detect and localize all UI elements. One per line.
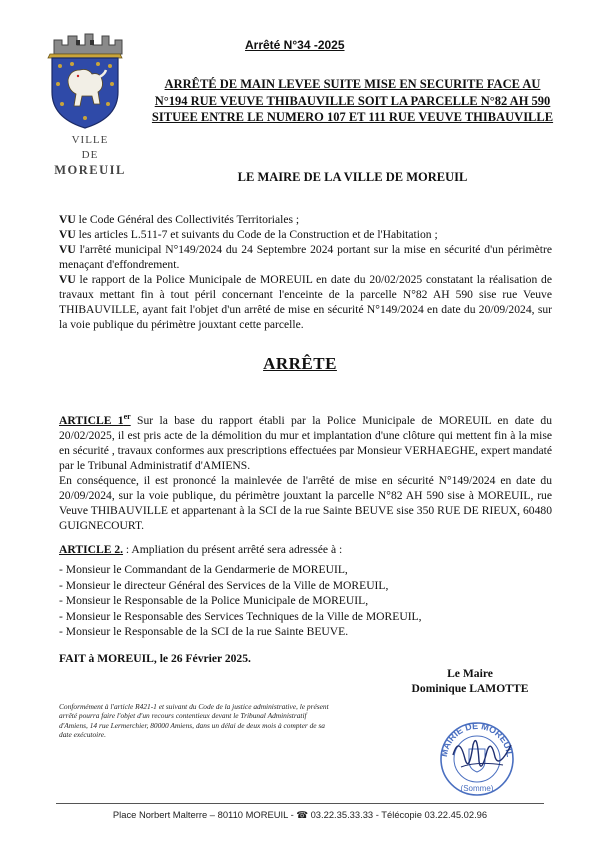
- fait-date-line: FAIT à MOREUIL, le 26 Février 2025.: [59, 652, 251, 665]
- signature-role: Le Maire: [447, 667, 493, 680]
- logo-city-name: MOREUIL: [54, 163, 126, 177]
- article-1-para-2: En conséquence, il est prononcé la mainlevée de l'arrêté de mise en sécurité N°149/2024 en date du 20/09/2024, sur la voie publique, du périmètre jouxtant la parcelle N°82 AH 590 sise à MOREUIL, rue Veuve THIBAUVILLE et appartenant à la SCI de la rue Sainte BEUVE sise 350 RUE DE RIEUX, 60480 GUIGNECOURT.: [59, 473, 552, 532]
- list-item: - Monsieur le directeur Général des Services de la Ville de MOREUIL,: [59, 578, 389, 592]
- footer-divider: [56, 803, 544, 804]
- arrete-reference: Arrêté N°34 -2025: [245, 38, 345, 52]
- destinataires-list: [59, 562, 552, 640]
- svg-text:MAIRIE DE MOREUIL: MAIRIE DE MOREUIL: [438, 720, 515, 758]
- maire-heading: LE MAIRE DE LA VILLE DE MOREUIL: [237, 170, 468, 184]
- vu-item: VU le Code Général des Collectivités Territoriales ;: [59, 213, 300, 226]
- moreuil-coat-of-arms-icon: [44, 32, 126, 130]
- logo-ville-text: [70, 133, 110, 163]
- svg-text:(Somme): (Somme): [460, 784, 494, 793]
- vu-item: VU le rapport de la Police Municipale de MOREUIL en date du 20/02/2025 constatant la réalisation de travaux mettant fin à tout péril concernant l'enceinte de la parcelle N°82 AH 590 sise rue Veuve THIBAUVILLE, ayant fait l'objet d'un arrêté de mise en sécurité N°149/2024 en date du 20/09/2024, sur la voie publique du périmètre jouxtant cette parcelle.: [59, 273, 552, 331]
- vus-section: [59, 212, 552, 332]
- article-1: [59, 409, 552, 533]
- list-item: - Monsieur le Commandant de la Gendarmerie de MOREUIL,: [59, 563, 348, 576]
- signature-block: [390, 666, 550, 696]
- footer-address: Place Norbert Malterre – 80110 MOREUIL - ☎ 03.22.35.33.33 - Télécopie 03.22.45.02.96: [112, 809, 488, 820]
- legal-notice: Conformément à l'article R421-1 et suivant du Code de la justice administrative, le présent arrêté pourra faire l'objet d'un recours contentieux devant le Tribunal Administratif d'Amiens, 14 rue Lermerchier, 80000 Amiens, dans un délai de deux mois à compter de sa date exécutoire.: [59, 702, 329, 739]
- article-1-label: ARTICLE 1er: [59, 412, 131, 427]
- vu-item: VU les articles L.511-7 et suivants du Code de la Construction et de l'Habitation ;: [59, 228, 438, 241]
- vu-item: VU l'arrêté municipal N°149/2024 du 24 Septembre 2024 portant sur la mise en sécurité d'un périmètre menaçant d'effondrement.: [59, 243, 552, 271]
- logo-de-word: DE: [81, 149, 99, 161]
- logo-ville-word: VILLE: [71, 134, 109, 146]
- list-item: - Monsieur le Responsable des Services Techniques de la Ville de MOREUIL,: [59, 609, 422, 623]
- document-title: ARRÊTÉ DE MAIN LEVEE SUITE MISE EN SECURITE FACE AU N°194 RUE VEUVE THIBAUVILLE SOIT LA PARCELLE N°82 AH 590 SITUEE ENTRE LE NUMERO 107 ET 111 RUE VEUVE THIBAUVILLE: [151, 77, 554, 124]
- list-item: - Monsieur le Responsable de la Police Municipale de MOREUIL,: [59, 594, 369, 607]
- signature-name: Dominique LAMOTTE: [411, 682, 529, 695]
- article-2-label: ARTICLE 2.: [59, 543, 124, 556]
- arrete-heading: ARRÊTE: [263, 354, 337, 373]
- mairie-stamp-icon: [425, 715, 527, 799]
- list-item: - Monsieur le Responsable de la SCI de la rue Sainte BEUVE.: [59, 625, 349, 638]
- article-2: ARTICLE 2. : Ampliation du présent arrêté sera adressée à :: [59, 543, 343, 556]
- article-1-para-1: ARTICLE 1er Sur la base du rapport établi par la Police Municipale de MOREUIL en date du 20/02/2025, il est pris acte de la démolition du mur et implantation d'une clôture qui mettent fin à la mise en sécurité , travaux conformes aux prescriptions effectuées par Monsieur VERHAEGHE, expert mandaté par le Tribunal Administratif d'AMIENS.: [59, 412, 552, 472]
